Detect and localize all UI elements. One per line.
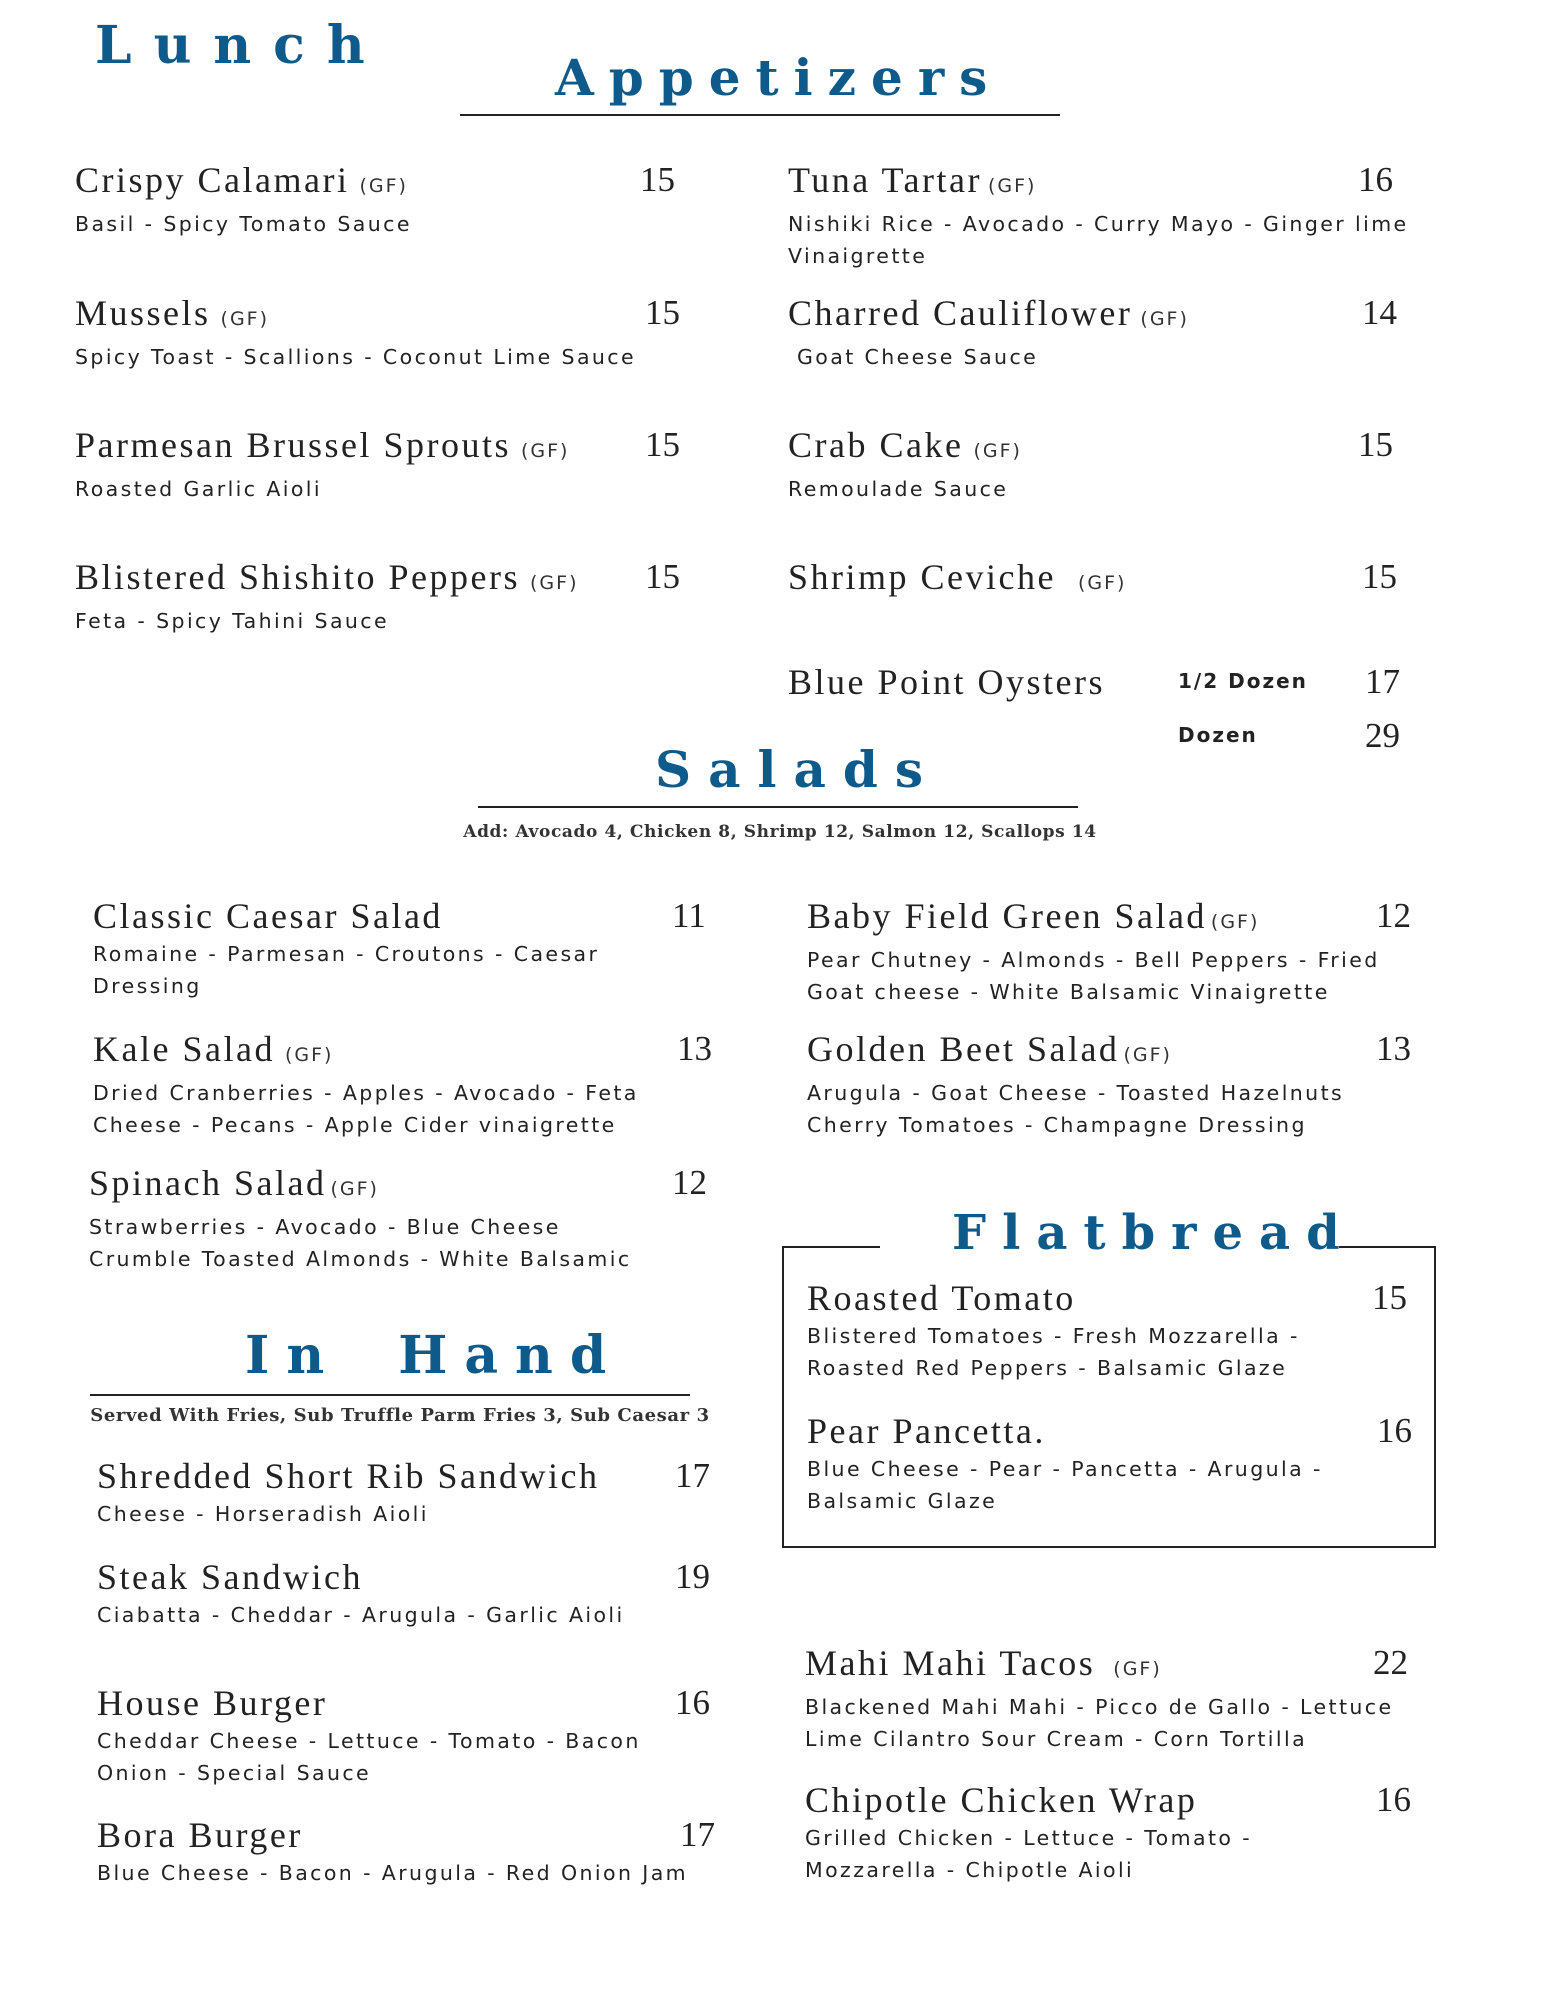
item-name: Tuna Tartar xyxy=(788,160,982,200)
item-description: Basil - Spicy Tomato Sauce xyxy=(75,212,412,236)
appetizers-divider xyxy=(460,114,1060,116)
item-price: 13 xyxy=(1376,1029,1411,1068)
item-price: 17 xyxy=(675,1456,710,1495)
item-price: 16 xyxy=(1358,160,1393,199)
item-name: Mahi Mahi Tacos xyxy=(805,1643,1096,1683)
gf-tag: (GF) xyxy=(220,308,270,330)
item-name: Steak Sandwich xyxy=(97,1557,363,1597)
menu-item xyxy=(97,1456,697,1530)
item-price: 22 xyxy=(1373,1643,1408,1682)
gf-tag: (GF) xyxy=(1123,1044,1172,1066)
menu-item xyxy=(75,160,635,240)
item-description: Ciabatta - Cheddar - Arugula - Garlic Aioli xyxy=(97,1603,625,1627)
item-description: Remoulade Sauce xyxy=(788,477,1009,501)
flatbread-heading: Flatbread xyxy=(952,1205,1356,1261)
item-price: 19 xyxy=(675,1557,710,1596)
item-price: 16 xyxy=(675,1683,710,1722)
item-description: Blue Cheese - Bacon - Arugula - Red Onion Jam xyxy=(97,1861,689,1885)
item-description: Spicy Toast - Scallions - Coconut Lime Sauce xyxy=(75,345,636,369)
item-name: Parmesan Brussel Sprouts xyxy=(75,425,511,465)
page-title: Lunch xyxy=(95,15,387,76)
menu-item xyxy=(97,1683,657,1789)
gf-tag: (GF) xyxy=(987,175,1037,197)
item-name: Shrimp Ceviche xyxy=(788,557,1056,597)
menu-item xyxy=(75,425,675,505)
gf-tag: (GF) xyxy=(1113,1658,1162,1680)
oyster-price-half: 17 xyxy=(1365,662,1400,701)
menu-item xyxy=(75,293,675,373)
item-name: Classic Caesar Salad xyxy=(93,896,443,936)
item-price: 11 xyxy=(672,896,706,935)
item-description: Dried Cranberries - Apples - Avocado - Feta Cheese - Pecans - Apple Cider vinaigrette xyxy=(93,1081,639,1137)
item-description: Grilled Chicken - Lettuce - Tomato - Mozzarella - Chipotle Aioli xyxy=(805,1826,1253,1882)
oyster-price-full: 29 xyxy=(1365,716,1400,755)
menu-item xyxy=(807,1029,1367,1141)
item-price: 15 xyxy=(1362,557,1397,596)
item-description: Romaine - Parmesan - Croutons - Caesar Dressing xyxy=(93,942,600,998)
oyster-size-full: Dozen xyxy=(1178,723,1258,747)
item-name: Charred Cauliflower xyxy=(788,293,1133,333)
gf-tag: (GF) xyxy=(973,440,1022,462)
in-hand-note: Served With Fries, Sub Truffle Parm Fries 3, Sub Caesar 3 xyxy=(90,1405,710,1426)
item-description: Arugula - Goat Cheese - Toasted Hazelnuts Cherry Tomatoes - Champagne Dressing xyxy=(807,1081,1345,1137)
item-description: Cheese - Horseradish Aioli xyxy=(97,1502,429,1526)
oyster-size-half: 1/2 Dozen xyxy=(1178,669,1308,693)
item-name: Chipotle Chicken Wrap xyxy=(805,1780,1198,1820)
item-name: Mussels xyxy=(75,293,211,333)
item-price: 13 xyxy=(677,1029,712,1068)
menu-item xyxy=(788,293,1348,373)
gf-tag: (GF) xyxy=(359,175,408,197)
item-name: House Burger xyxy=(97,1683,328,1723)
item-name: Blue Point Oysters xyxy=(788,662,1106,702)
appetizers-heading: Appetizers xyxy=(555,48,1003,107)
item-price: 15 xyxy=(640,160,675,199)
item-description: Blue Cheese - Pear - Pancetta - Arugula - Balsamic Glaze xyxy=(807,1457,1323,1513)
item-name: Spinach Salad xyxy=(89,1163,327,1203)
flatbread-box-top-left xyxy=(782,1246,880,1248)
salads-divider xyxy=(478,806,1078,808)
item-name: Kale Salad xyxy=(93,1029,275,1069)
item-price: 12 xyxy=(1376,896,1411,935)
item-name: Baby Field Green Salad xyxy=(807,896,1207,936)
menu-item xyxy=(807,1411,1327,1517)
item-price: 17 xyxy=(680,1815,715,1854)
item-price: 14 xyxy=(1362,293,1397,332)
in-hand-heading: In Hand xyxy=(245,1325,624,1386)
gf-tag: (GF) xyxy=(1077,572,1127,594)
item-name: Shredded Short Rib Sandwich xyxy=(97,1456,600,1496)
item-name: Pear Pancetta. xyxy=(807,1411,1046,1451)
gf-tag: (GF) xyxy=(530,572,579,594)
item-price: 15 xyxy=(645,293,680,332)
gf-tag: (GF) xyxy=(1140,308,1189,330)
item-description: Blackened Mahi Mahi - Picco de Gallo - Lettuce Lime Cilantro Sour Cream - Corn Tortilla xyxy=(805,1695,1394,1751)
menu-item xyxy=(93,1029,653,1141)
item-price: 16 xyxy=(1376,1780,1411,1819)
item-description: Nishiki Rice - Avocado - Curry Mayo - Ginger lime Vinaigrette xyxy=(788,212,1409,268)
menu-item xyxy=(788,160,1418,272)
item-description: Cheddar Cheese - Lettuce - Tomato - Bacon Onion - Special Sauce xyxy=(97,1729,641,1785)
item-price: 12 xyxy=(672,1163,707,1202)
item-name: Crab Cake xyxy=(788,425,964,465)
item-name: Golden Beet Salad xyxy=(807,1029,1120,1069)
menu-item xyxy=(807,896,1397,1008)
item-description: Roasted Garlic Aioli xyxy=(75,477,322,501)
item-price: 15 xyxy=(645,557,680,596)
salads-heading: Salads xyxy=(655,740,941,799)
gf-tag: (GF) xyxy=(1210,911,1260,933)
menu-item xyxy=(93,896,653,1002)
gf-tag: (GF) xyxy=(284,1044,334,1066)
item-price: 15 xyxy=(1358,425,1393,464)
menu-item xyxy=(97,1815,717,1889)
item-name: Bora Burger xyxy=(97,1815,303,1855)
item-description: Goat Cheese Sauce xyxy=(797,345,1039,369)
item-name: Roasted Tomato xyxy=(807,1278,1076,1318)
menu-item xyxy=(805,1780,1365,1886)
item-description: Pear Chutney - Almonds - Bell Peppers - Fried Goat cheese - White Balsamic Vinaigrette xyxy=(807,948,1380,1004)
menu-item xyxy=(89,1163,649,1275)
gf-tag: (GF) xyxy=(330,1178,379,1200)
item-description: Feta - Spicy Tahini Sauce xyxy=(75,609,389,633)
menu-item xyxy=(75,557,675,637)
item-description: Blistered Tomatoes - Fresh Mozzarella - Roasted Red Peppers - Balsamic Glaze xyxy=(807,1324,1300,1380)
salads-addons-note: Add: Avocado 4, Chicken 8, Shrimp 12, Salmon 12, Scallops 14 xyxy=(463,822,1097,842)
menu-item-oysters xyxy=(788,662,1105,702)
in-hand-divider xyxy=(90,1394,690,1396)
menu-item xyxy=(788,425,1348,505)
item-price: 15 xyxy=(645,425,680,464)
menu-item xyxy=(97,1557,697,1631)
gf-tag: (GF) xyxy=(520,440,570,462)
menu-item xyxy=(788,557,1348,603)
item-price: 16 xyxy=(1377,1411,1412,1450)
item-price: 15 xyxy=(1372,1278,1407,1317)
menu-item xyxy=(805,1643,1405,1755)
item-name: Blistered Shishito Peppers xyxy=(75,557,520,597)
menu-item xyxy=(807,1278,1327,1384)
item-description: Strawberries - Avocado - Blue Cheese Crumble Toasted Almonds - White Balsamic xyxy=(89,1215,632,1271)
item-name: Crispy Calamari xyxy=(75,160,350,200)
